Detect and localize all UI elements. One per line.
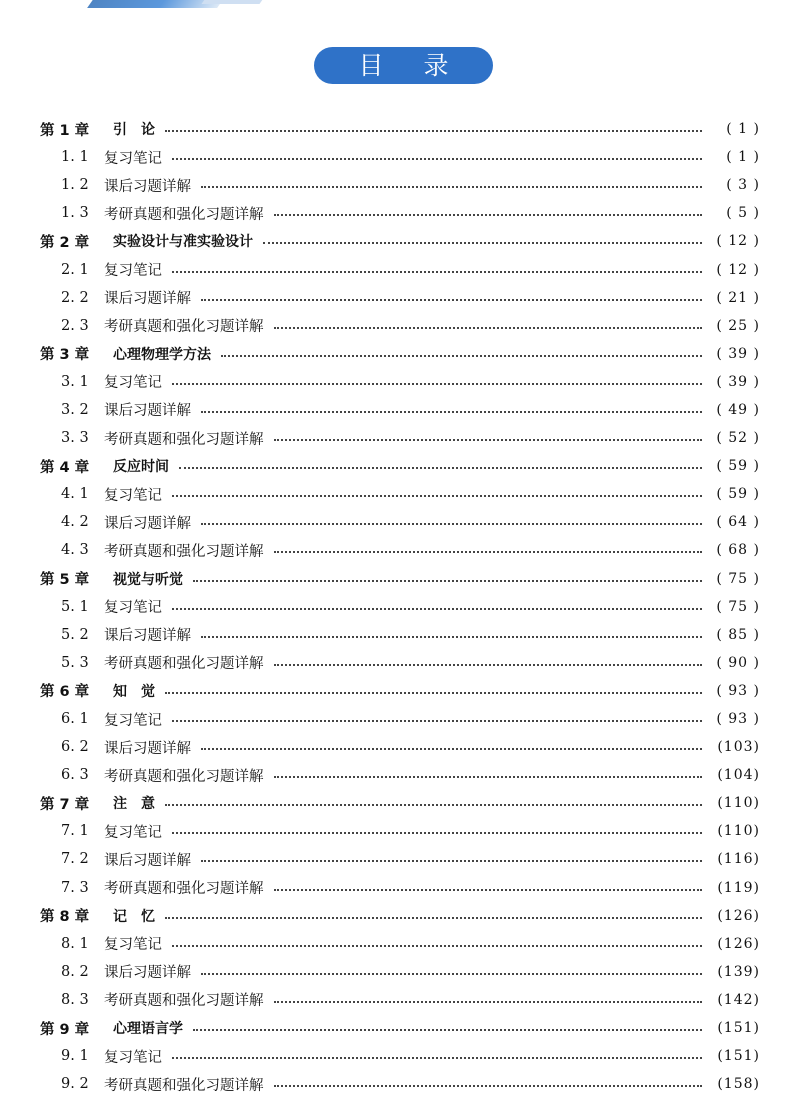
page-number: (151) (717, 1048, 760, 1065)
section-entry-1-1[interactable] (40, 143, 760, 171)
dot-leader (201, 411, 702, 413)
section-number: 4. 3 (61, 542, 89, 559)
page-number: ( 12 ) (716, 233, 760, 250)
chapter-number: 第 2 章 (40, 234, 90, 251)
dot-leader (274, 889, 703, 891)
page-number: (116) (717, 851, 760, 868)
chapter-title: 注 意 (113, 796, 155, 813)
dot-leader (172, 720, 702, 722)
section-title: 课后习题详解 (104, 291, 191, 308)
chapter-number: 第 5 章 (40, 572, 90, 589)
section-number: 3. 1 (61, 373, 89, 390)
dot-leader (165, 692, 702, 694)
dot-leader (165, 917, 702, 919)
section-title: 课后习题详解 (104, 178, 191, 195)
page-number: (103) (717, 739, 760, 756)
dot-leader (193, 580, 702, 582)
page-number: (151) (717, 1020, 760, 1037)
section-entry-7-2[interactable] (40, 845, 760, 873)
chapter-number: 第 9 章 (40, 1021, 90, 1038)
section-number: 2. 1 (61, 261, 89, 278)
chapter-entry-5[interactable] (40, 565, 760, 593)
section-title: 考研真题和强化习题详解 (104, 881, 264, 898)
table-of-contents (40, 115, 760, 1098)
page-number: ( 25 ) (716, 317, 760, 334)
page-title: 目 录 (314, 47, 493, 84)
dot-leader (274, 327, 703, 329)
dot-leader (172, 383, 702, 385)
dot-leader (274, 664, 703, 666)
dot-leader (172, 832, 702, 834)
section-entry-9-2[interactable] (40, 1070, 760, 1098)
section-entry-9-1[interactable] (40, 1042, 760, 1070)
section-title: 复习笔记 (104, 375, 162, 392)
page-number: ( 12 ) (716, 261, 760, 278)
chapter-number: 第 3 章 (40, 347, 90, 364)
page-number: ( 75 ) (716, 598, 760, 615)
section-number: 6. 1 (61, 711, 89, 728)
dot-leader (172, 1057, 702, 1059)
chapter-title: 记 忆 (113, 908, 155, 925)
page-number: ( 39 ) (716, 373, 760, 390)
dot-leader (274, 551, 703, 553)
chapter-entry-4[interactable] (40, 452, 760, 480)
section-entry-6-3[interactable] (40, 761, 760, 789)
dot-leader (172, 608, 702, 610)
chapter-number: 第 7 章 (40, 796, 90, 813)
section-number: 6. 2 (61, 739, 89, 756)
section-number: 3. 2 (61, 401, 89, 418)
section-title: 复习笔记 (104, 150, 162, 167)
section-number: 7. 1 (61, 823, 89, 840)
section-title: 课后习题详解 (104, 515, 191, 532)
section-entry-3-3[interactable] (40, 424, 760, 452)
chapter-entry-3[interactable] (40, 340, 760, 368)
page-number: ( 52 ) (716, 430, 760, 447)
chapter-entry-1[interactable] (40, 115, 760, 143)
chapter-title: 反应时间 (113, 459, 169, 476)
section-number: 9. 2 (61, 1076, 89, 1093)
section-number: 8. 3 (61, 991, 89, 1008)
dot-leader (274, 439, 703, 441)
section-title: 复习笔记 (104, 824, 162, 841)
page-number: (104) (717, 767, 760, 784)
section-entry-5-2[interactable] (40, 621, 760, 649)
page-number: (126) (717, 935, 760, 952)
section-number: 5. 3 (61, 654, 89, 671)
chapter-title: 知 觉 (113, 683, 155, 700)
chapter-entry-9[interactable] (40, 1014, 760, 1042)
dot-leader (263, 242, 702, 244)
section-title: 考研真题和强化习题详解 (104, 319, 264, 336)
section-entry-8-3[interactable] (40, 986, 760, 1014)
dot-leader (201, 860, 702, 862)
chapter-title: 引 论 (113, 122, 155, 139)
section-number: 1. 1 (61, 149, 89, 166)
section-entry-2-3[interactable] (40, 312, 760, 340)
section-entry-2-1[interactable] (40, 255, 760, 283)
dot-leader (193, 1029, 702, 1031)
section-title: 课后习题详解 (104, 852, 191, 869)
section-title: 课后习题详解 (104, 403, 191, 420)
section-number: 4. 2 (61, 514, 89, 531)
section-title: 考研真题和强化习题详解 (104, 543, 264, 560)
page-number: (110) (717, 795, 760, 812)
section-entry-4-3[interactable] (40, 536, 760, 564)
page-number: ( 59 ) (716, 458, 760, 475)
page-number: ( 90 ) (716, 654, 760, 671)
page-number: (142) (717, 991, 760, 1008)
section-entry-1-2[interactable] (40, 171, 760, 199)
section-entry-8-1[interactable] (40, 930, 760, 958)
page-number: (119) (717, 879, 760, 896)
section-entry-3-1[interactable] (40, 368, 760, 396)
chapter-entry-8[interactable] (40, 902, 760, 930)
page-number: ( 75 ) (716, 570, 760, 587)
dot-leader (172, 271, 702, 273)
chapter-entry-7[interactable] (40, 789, 760, 817)
section-number: 5. 1 (61, 598, 89, 615)
section-number: 9. 1 (61, 1048, 89, 1065)
dot-leader (172, 158, 702, 160)
chapter-entry-6[interactable] (40, 677, 760, 705)
chapter-title: 实验设计与准实验设计 (113, 234, 253, 251)
page-number: ( 1 ) (726, 121, 760, 138)
chapter-number: 第 1 章 (40, 122, 90, 139)
page-number: ( 93 ) (716, 711, 760, 728)
section-title: 复习笔记 (104, 263, 162, 280)
page-number: ( 21 ) (716, 289, 760, 306)
section-entry-4-1[interactable] (40, 480, 760, 508)
corner-decoration-accent (201, 0, 266, 4)
dot-leader (274, 1085, 703, 1087)
page-number: (126) (717, 907, 760, 924)
chapter-entry-2[interactable] (40, 227, 760, 255)
dot-leader (201, 523, 702, 525)
section-entry-4-2[interactable] (40, 508, 760, 536)
section-title: 课后习题详解 (104, 628, 191, 645)
section-entry-5-3[interactable] (40, 649, 760, 677)
dot-leader (172, 495, 702, 497)
section-title: 考研真题和强化习题详解 (104, 656, 264, 673)
chapter-number: 第 6 章 (40, 684, 90, 701)
chapter-title: 心理物理学方法 (113, 346, 211, 363)
dot-leader (165, 130, 702, 132)
section-entry-6-2[interactable] (40, 733, 760, 761)
section-title: 复习笔记 (104, 937, 162, 954)
section-number: 1. 3 (61, 205, 89, 222)
section-title: 复习笔记 (104, 600, 162, 617)
section-entry-7-1[interactable] (40, 817, 760, 845)
section-title: 课后习题详解 (104, 740, 191, 757)
section-number: 8. 2 (61, 963, 89, 980)
section-number: 8. 1 (61, 935, 89, 952)
page-number: ( 93 ) (716, 682, 760, 699)
section-entry-8-2[interactable] (40, 958, 760, 986)
dot-leader (165, 804, 702, 806)
section-entry-5-1[interactable] (40, 593, 760, 621)
dot-leader (179, 467, 702, 469)
page-number: ( 39 ) (716, 345, 760, 362)
page-number: ( 5 ) (726, 205, 760, 222)
page-number: (139) (717, 963, 760, 980)
dot-leader (201, 636, 702, 638)
section-title: 考研真题和强化习题详解 (104, 993, 264, 1010)
section-title: 复习笔记 (104, 1049, 162, 1066)
dot-leader (221, 355, 702, 357)
dot-leader (172, 945, 702, 947)
dot-leader (201, 186, 702, 188)
dot-leader (201, 973, 702, 975)
section-number: 4. 1 (61, 486, 89, 503)
dot-leader (201, 299, 702, 301)
dot-leader (274, 1001, 703, 1003)
page-number: ( 59 ) (716, 486, 760, 503)
section-entry-2-2[interactable] (40, 284, 760, 312)
section-number: 2. 3 (61, 317, 89, 334)
page-number: ( 1 ) (726, 149, 760, 166)
section-title: 考研真题和强化习题详解 (104, 431, 264, 448)
chapter-number: 第 8 章 (40, 909, 90, 926)
page-number: (158) (717, 1076, 760, 1093)
dot-leader (201, 748, 702, 750)
section-title: 考研真题和强化习题详解 (104, 206, 264, 223)
section-entry-6-1[interactable] (40, 705, 760, 733)
section-number: 2. 2 (61, 289, 89, 306)
section-title: 复习笔记 (104, 712, 162, 729)
page-number: ( 64 ) (716, 514, 760, 531)
section-title: 考研真题和强化习题详解 (104, 768, 264, 785)
dot-leader (274, 214, 703, 216)
section-number: 7. 3 (61, 879, 89, 896)
section-number: 1. 2 (61, 177, 89, 194)
dot-leader (274, 776, 703, 778)
page-number: ( 49 ) (716, 401, 760, 418)
chapter-number: 第 4 章 (40, 459, 90, 476)
page-number: ( 68 ) (716, 542, 760, 559)
section-entry-1-3[interactable] (40, 199, 760, 227)
page-number: (110) (717, 823, 760, 840)
section-entry-7-3[interactable] (40, 874, 760, 902)
section-number: 5. 2 (61, 626, 89, 643)
section-number: 6. 3 (61, 767, 89, 784)
chapter-title: 视觉与听觉 (113, 571, 183, 588)
section-entry-3-2[interactable] (40, 396, 760, 424)
section-number: 7. 2 (61, 851, 89, 868)
section-number: 3. 3 (61, 430, 89, 447)
page-number: ( 3 ) (726, 177, 760, 194)
section-title: 考研真题和强化习题详解 (104, 1077, 264, 1094)
chapter-title: 心理语言学 (113, 1021, 183, 1038)
section-title: 课后习题详解 (104, 965, 191, 982)
page-number: ( 85 ) (716, 626, 760, 643)
section-title: 复习笔记 (104, 487, 162, 504)
